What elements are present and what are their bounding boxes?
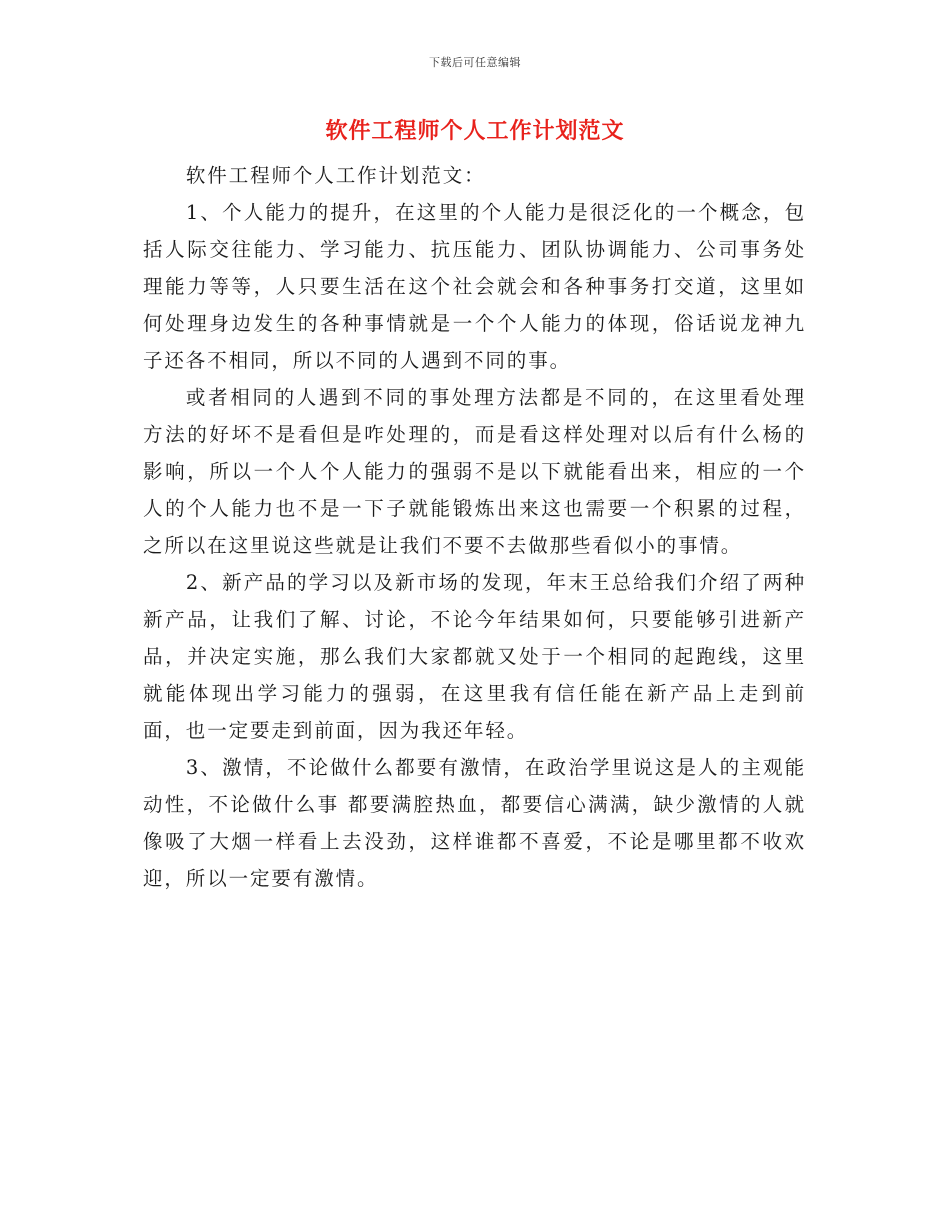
paragraph-4: 3、激情，不论做什么都要有激情，在政治学里说这是人的主观能动性，不论做什么事 都要满腔热血，都要信心满满，缺少激情的人就像吸了大烟一样看上去没劲，这样谁都不喜爱，不论是哪里都不收欢迎，所以一定要有激情。 (143, 756, 806, 890)
paragraph-1: 1、个人能力的提升，在这里的个人能力是很泛化的一个概念，包括人际交往能力、学习能力、抗压能力、团队协调能力、公司事务处理能力等等，人只要生活在这个社会就会和各种事务打交道，这里如何处理身边发生的各种事情就是一个个人能力的体现，俗话说龙神九子还各不相同，所以不同的人遇到不同的事。 (143, 201, 806, 372)
document-title: 软件工程师个人工作计划范文 (325, 118, 625, 144)
paragraph-intro: 软件工程师个人工作计划范文： (185, 164, 486, 187)
header-note: 下载后可任意编辑 (429, 56, 521, 69)
document-body (143, 157, 806, 897)
paragraph-3: 2、新产品的学习以及新市场的发现，年末王总给我们介绍了两种新产品，让我们了解、讨论，不论今年结果如何，只要能够引进新产品，并决定实施，那么我们大家都就又处于一个相同的起跑线，这里就能体现出学习能力的强弱，在这里我有信任能在新产品上走到前面，也一定要走到前面，因为我还年轻。 (143, 571, 806, 742)
paragraph-2: 或者相同的人遇到不同的事处理方法都是不同的，在这里看处理方法的好坏不是看但是咋处理的，而是看这样处理对以后有什么杨的影响，所以一个人个人能力的强弱不是以下就能看出来，相应的一个人的个人能力也不是一下子就能锻炼出来这也需要一个积累的过程，之所以在这里说这些就是让我们不要不去做那些看似小的事情。 (143, 386, 806, 557)
